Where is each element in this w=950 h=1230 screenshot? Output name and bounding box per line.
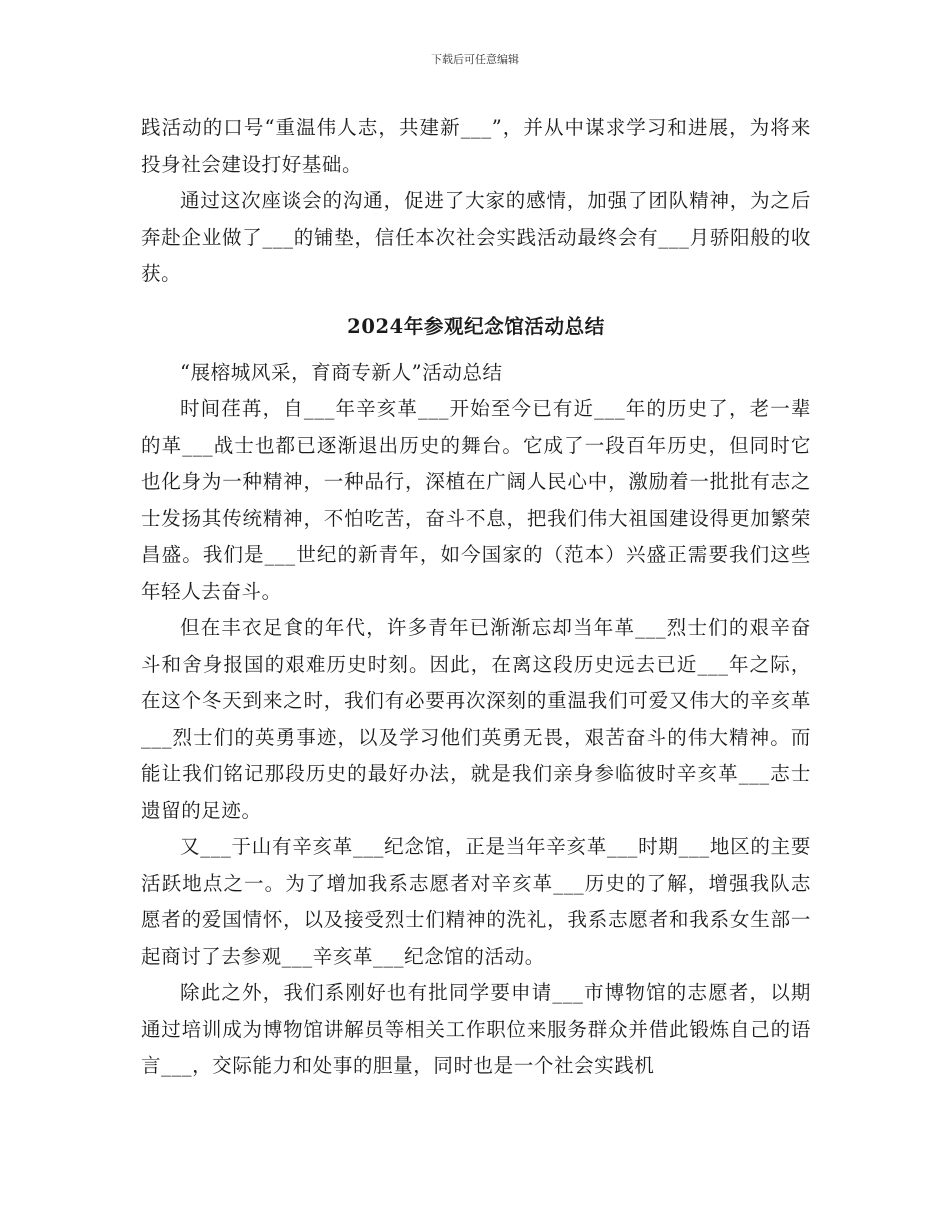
paragraph-subtitle: “展榕城风采，育商专新人”活动总结 xyxy=(180,360,503,384)
paragraph-history: 时间荏苒，自___年辛亥革___开始至今已有近___年的历史了，老一辈的革___战士也都已逐渐退出历史的舞台。它成了一段百年历史，但同时它也化身为一种精神，一种品行，深植在广阔人民心中，激励着一批批有志之士发扬其传统精神，不怕吃苦，奋斗不息，把我们伟大祖国建设得更加繁荣昌盛。我们是___世纪的新青年，如今国家的（范本）兴盛正需要我们这些年轻人去奋斗。 xyxy=(141,397,811,603)
paragraph-youth: 但在丰衣足食的年代，许多青年已渐渐忘却当年革___烈士们的艰辛奋斗和舍身报国的艰难历史时刻。因此，在离这段历史远去已近___年之际，在这个冬天到来之时，我们有必要再次深刻的重温我们可爱又伟大的辛亥革___烈士们的英勇事迹，以及学习他们英勇无畏，艰苦奋斗的伟大精神。而能让我们铭记那段历史的最好办法，就是我们亲身参临彼时辛亥革___志士遗留的足迹。 xyxy=(141,616,811,822)
paragraph-memorial: 又___于山有辛亥革___纪念馆，正是当年辛亥革___时期___地区的主要活跃地点之一。为了增加我系志愿者对辛亥革___历史的了解，增强我队志愿者的爱国情怀，以及接受烈士们精神的洗礼，我系志愿者和我系女生部一起商讨了去参观___辛亥革___纪念馆的活动。 xyxy=(141,835,811,968)
page-header: 下载后可任意编辑 xyxy=(431,53,519,66)
paragraph-museum: 除此之外，我们系刚好也有批同学要申请___市博物馆的志愿者，以期通过培训成为博物馆讲解员等相关工作职位来服务群众并借此锻炼自己的语言___，交际能力和处事的胆量，同时也是一个社会实践机 xyxy=(141,981,811,1077)
document-title: 2024年参观纪念馆活动总结 xyxy=(347,314,605,338)
paragraph-continuation: 践活动的口号“重温伟人志，共建新___”，并从中谋求学习和进展，为将来投身社会建设打好基础。 xyxy=(141,116,811,176)
paragraph-seminar: 通过这次座谈会的沟通，促进了大家的感情，加强了团队精神，为之后奔赴企业做了___的铺垫，信任本次社会实践活动最终会有___月骄阳般的收获。 xyxy=(141,189,811,285)
document-body xyxy=(141,110,811,1085)
